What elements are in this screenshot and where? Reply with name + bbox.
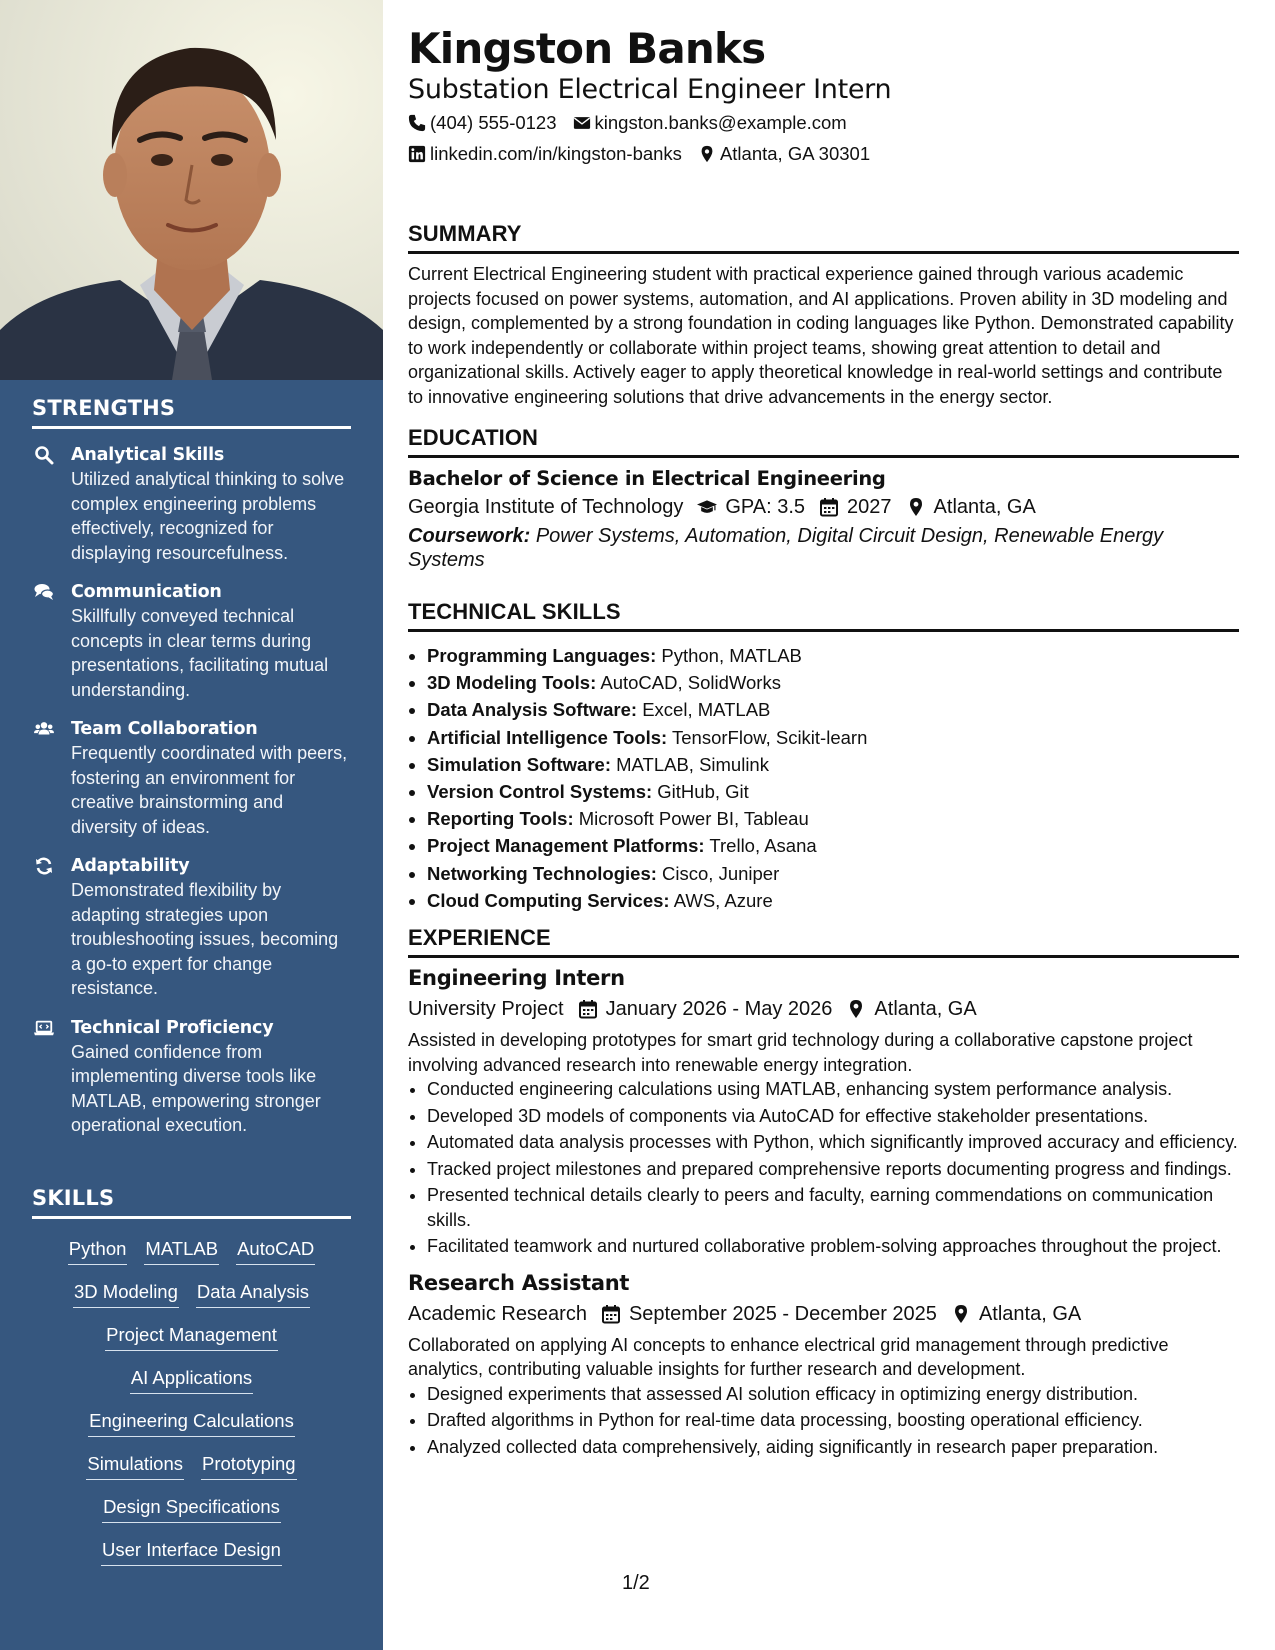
skill-category: Reporting Tools: [427, 808, 574, 830]
list-item: • Tracked project milestones and prepared comprehensive reports documenting progress and findings. [427, 1157, 1239, 1182]
list-item: • Facilitated teamwork and nurtured collaborative problem-solving approaches throughout the project. [427, 1234, 1239, 1259]
coursework-label: Coursework: [408, 525, 531, 547]
list-item: • Drafted algorithms in Python for real-time data processing, boosting operational efficiency. [427, 1408, 1239, 1433]
education-section [408, 424, 1239, 572]
job-org: Academic Research [408, 1302, 587, 1325]
calendar-icon [601, 1304, 621, 1324]
skill-tag: 3D Modeling [73, 1280, 179, 1308]
skill-values: Python, MATLAB [661, 645, 802, 666]
users-icon [32, 718, 56, 740]
skill-tag: Data Analysis [196, 1280, 310, 1308]
job-location-item [949, 1299, 1081, 1329]
contact-line [408, 143, 886, 165]
calendar-icon [578, 999, 598, 1019]
coursework-list: Power Systems, Automation, Digital Circuit Design, Renewable Energy Systems [408, 525, 1164, 571]
job-meta [408, 1299, 1239, 1329]
skill-tag: AutoCAD [236, 1237, 315, 1265]
list-item: • Automated data analysis processes with Python, which significantly improved accuracy and efficiency. [427, 1130, 1239, 1155]
skill-values: Trello, Asana [709, 835, 817, 857]
job-dates-item [576, 994, 833, 1024]
list-item [427, 860, 1239, 887]
map-marker-icon [846, 999, 866, 1019]
skill-values: TensorFlow, Scikit-learn [672, 726, 868, 748]
phone-number: (404) 555-0123 [430, 112, 557, 133]
strength-item [32, 443, 351, 565]
phone-icon [408, 114, 426, 132]
job-meta [408, 994, 1239, 1024]
strength-description: Utilized analytical thinking to solve complex engineering problems effectively, recognized for displaying resourcefulness. [71, 469, 345, 563]
strength-description: Demonstrated flexibility by adapting strategies upon troubleshooting issues, becoming a go-to expert for change resistance. [71, 880, 339, 998]
page-indicator: 1/2 [622, 1572, 650, 1594]
skill-values: Microsoft Power BI, Tableau [578, 808, 809, 830]
list-item: • Presented technical details clearly to peers and faculty, earning commendations on communication skills. [427, 1183, 1239, 1232]
school-name: Georgia Institute of Technology [408, 496, 684, 518]
email-address[interactable]: kingston.banks@example.com [594, 112, 847, 133]
skill-values: Excel, MATLAB [642, 699, 771, 721]
strength-title: Adaptability [71, 856, 190, 876]
section-title: TECHNICAL SKILLS [408, 598, 1239, 632]
job-summary: Collaborated on applying AI concepts to enhance electrical grid management through predictive analytics, contributing valuable insights for further research and development. [408, 1334, 1169, 1379]
calendar-icon [819, 497, 839, 517]
linkedin-contact[interactable] [408, 143, 682, 165]
job-dates: January 2026 - May 2026 [605, 998, 833, 1020]
job-location-item [844, 994, 976, 1024]
skill-values: AutoCAD, SolidWorks [600, 672, 781, 694]
envelope-icon [573, 114, 591, 132]
sync-icon [32, 855, 56, 877]
location-contact [698, 143, 870, 165]
list-item: • Conducted engineering calculations using MATLAB, enhancing system performance analysis. [427, 1077, 1239, 1102]
map-marker-icon [906, 497, 926, 517]
strength-description: Frequently coordinated with peers, fostering an environment for creative brainstorming and diversity of ideas. [71, 743, 348, 837]
section-title: EDUCATION [408, 424, 1239, 458]
list-item: • Analyzed collected data comprehensively, aiding significantly in research paper preparation. [427, 1435, 1239, 1460]
list-item: • Designed experiments that assessed AI solution efficacy in optimizing energy distribution. [427, 1382, 1239, 1407]
list-item [427, 832, 1239, 859]
skill-tag: Design Specifications [102, 1495, 281, 1523]
skill-values: Cisco, Juniper [662, 862, 780, 884]
strengths-section [32, 396, 351, 1153]
candidate-name: Kingston Banks [408, 24, 766, 73]
map-marker-icon [698, 145, 716, 163]
strength-title: Analytical Skills [71, 445, 225, 465]
skill-tag: Simulations [86, 1452, 184, 1480]
skill-tag: Engineering Calculations [88, 1409, 295, 1437]
list-item [427, 778, 1239, 805]
list-item [427, 887, 1239, 914]
linkedin-icon [408, 145, 426, 163]
profile-photo [0, 0, 383, 380]
job-summary: Assisted in developing prototypes for smart grid technology during a collaborative capstone project involving advanced research into renewable energy integration. [408, 1030, 1193, 1075]
skill-tag: Project Management [105, 1323, 278, 1351]
year-item [817, 492, 892, 522]
skill-values: AWS, Azure [673, 889, 773, 911]
job-bullets [408, 1382, 1239, 1460]
strength-title: Team Collaboration [71, 719, 258, 739]
skills-section [32, 1186, 351, 1581]
skill-values: GitHub, Git [657, 781, 749, 803]
skill-tag: Python [68, 1237, 128, 1265]
strength-title: Communication [71, 582, 222, 602]
skill-tag: AI Applications [130, 1366, 253, 1394]
skill-tag: Prototyping [201, 1452, 297, 1480]
skills-heading: SKILLS [32, 1186, 351, 1219]
skill-category: Networking Technologies: [427, 862, 657, 884]
job-location: Atlanta, GA [874, 998, 977, 1020]
skill-category: 3D Modeling Tools: [427, 672, 597, 694]
skill-category: Artificial Intelligence Tools: [427, 726, 668, 748]
job-dates: September 2025 - December 2025 [628, 1302, 937, 1325]
sidebar [0, 0, 383, 1650]
strength-description: Gained confidence from implementing diverse tools like MATLAB, empowering stronger operational execution. [71, 1041, 321, 1135]
skill-category: Data Analysis Software: [427, 699, 638, 721]
strength-title: Technical Proficiency [71, 1017, 274, 1038]
summary-section [408, 220, 1239, 409]
education-meta [408, 492, 1239, 522]
list-item [427, 805, 1239, 832]
skill-category: Programming Languages: [427, 645, 657, 666]
strength-description: Skillfully conveyed technical concepts in clear terms during presentations, facilitating mutual understanding. [71, 606, 329, 700]
skill-tag: User Interface Design [101, 1538, 282, 1566]
technical-skills-section [408, 598, 1239, 914]
skill-category: Cloud Computing Services: [427, 889, 670, 911]
gpa-text: GPA: 3.5 [725, 496, 806, 518]
contact-line [408, 112, 863, 134]
email-contact[interactable] [573, 112, 847, 134]
map-marker-icon [951, 1304, 971, 1324]
strength-item [32, 1016, 351, 1138]
strength-item [32, 580, 351, 702]
laptop-code-icon [32, 1017, 56, 1039]
location-text: Atlanta, GA 30301 [719, 143, 871, 164]
skill-values: MATLAB, Simulink [616, 753, 769, 775]
coursework [408, 524, 1239, 572]
list-item [427, 751, 1239, 778]
strength-item [32, 854, 351, 1001]
strengths-heading: STRENGTHS [32, 396, 351, 429]
list-item [427, 642, 1239, 669]
job-bullets [408, 1077, 1239, 1259]
job-dates-item [599, 1299, 937, 1329]
list-item [427, 696, 1239, 723]
job-org: University Project [408, 998, 564, 1020]
strength-item [32, 717, 351, 839]
experience-section [408, 924, 1239, 1461]
technical-skills-list [408, 642, 1239, 914]
list-item [427, 724, 1239, 751]
degree-title: Bachelor of Science in Electrical Engineering [408, 467, 886, 490]
edu-location: Atlanta, GA [933, 496, 1036, 518]
section-title: SUMMARY [408, 220, 1239, 254]
skill-category: Simulation Software: [427, 753, 611, 775]
experience-entry [408, 1269, 1239, 1460]
phone-contact [408, 112, 557, 134]
job-title: Research Assistant [408, 1270, 630, 1295]
summary-text: Current Electrical Engineering student with practical experience gained through various academic projects focused on power systems, automation, and AI applications. Proven ability in 3D modeling and design, complemented by a strong foundation in coding languages like Python. Demonstrated capability to work independently or collaborate within project teams, showing great attention to detail and organizational skills. Actively eager to apply theoretical knowledge in real-world settings and contribute to innovative engineering solutions that drive advancements in the energy sector. [408, 264, 1234, 407]
gpa-item [695, 492, 805, 522]
job-location: Atlanta, GA [978, 1302, 1082, 1325]
section-title: EXPERIENCE [408, 924, 1239, 958]
list-item [427, 669, 1239, 696]
linkedin-url[interactable]: linkedin.com/in/kingston-banks [430, 143, 682, 164]
graduation-cap-icon [697, 497, 717, 517]
candidate-title: Substation Electrical Engineer Intern [408, 74, 892, 105]
edu-location-item [904, 492, 1036, 522]
experience-entry [408, 964, 1239, 1259]
job-title: Engineering Intern [408, 966, 625, 990]
graduation-year: 2027 [847, 496, 892, 518]
comments-icon [32, 581, 56, 603]
list-item: • Developed 3D models of components via AutoCAD for effective stakeholder presentations. [427, 1104, 1239, 1129]
skill-category: Project Management Platforms: [427, 835, 705, 857]
skill-category: Version Control Systems: [427, 781, 653, 803]
skill-tag: MATLAB [144, 1237, 219, 1265]
search-icon [32, 444, 56, 466]
